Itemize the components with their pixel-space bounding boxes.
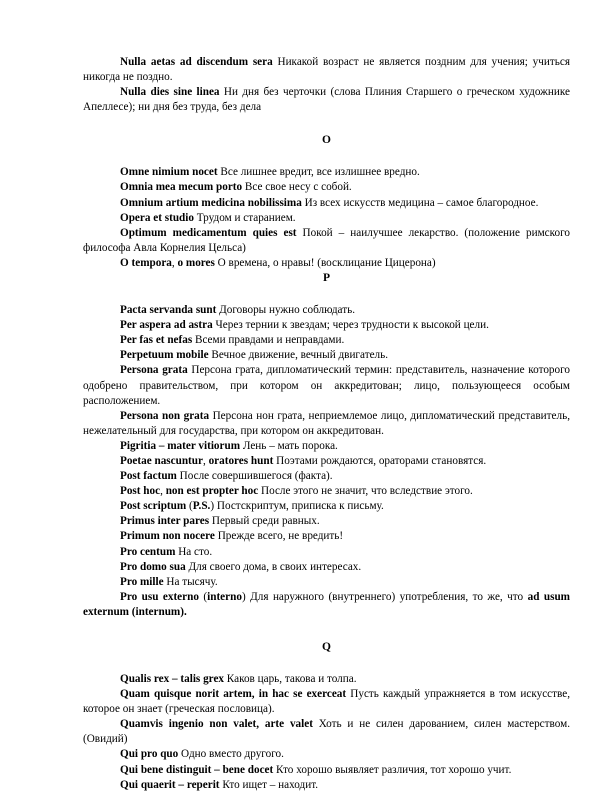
latin-phrase-2: interno [207, 590, 242, 603]
entry-primum-non-nocere [83, 529, 570, 544]
translation: Всеми правдами и неправдами. [192, 334, 345, 347]
latin-phrase: Qualis rex – talis grex [120, 673, 224, 685]
translation: Пусть каждый упражняется в том искусстве, которое он знает (греческая пословица). [83, 688, 570, 716]
separator: , [160, 485, 166, 498]
latin-phrase: Primus inter pares [120, 515, 210, 528]
translation: Лень – мать порока. [240, 439, 338, 452]
translation: Постскриптум, приписка к письму. [214, 500, 384, 513]
entry-perpetuum-mobile [83, 348, 570, 363]
separator-2: ) [241, 590, 246, 603]
entry-pigritia [83, 439, 570, 454]
entry-qui-quaerit [83, 778, 570, 793]
section-letter-q: Q [322, 641, 331, 653]
latin-phrase: Opera et studio [120, 211, 194, 224]
latin-phrase: Pacta servanda sunt [120, 304, 217, 317]
entry-optimum-medicamentum [83, 226, 570, 256]
latin-phrase: Qui bene distinguit – bene docet [120, 763, 274, 776]
translation: Персона грата, дипломатический термин: представитель, назначение которого одобрено правительством, при котором он аккредитован; лицо, пользующееся особым расположением. [83, 364, 570, 407]
entry-quam-quisque [83, 687, 570, 717]
latin-phrase: Perpetuum mobile [120, 349, 209, 362]
translation: На тысячу. [163, 575, 218, 588]
entry-opera-et-studio [83, 211, 570, 226]
translation: После совершившегося (факта). [176, 470, 333, 483]
translation: Вечное движение, вечный двигатель. [208, 349, 389, 362]
translation: Из всех искусств медицина – самое благородное. [301, 196, 539, 209]
entry-qui-bene-distinguit [83, 763, 570, 778]
latin-phrase: Poetae nascuntur [120, 454, 203, 467]
separator: ( [186, 500, 193, 513]
latin-phrase: Primum non nocere [120, 530, 215, 543]
separator-2: ) [210, 500, 215, 513]
latin-phrase: Omne nimium nocet [120, 166, 218, 179]
latin-phrase: O tempora [120, 256, 172, 269]
translation: О времена, о нравы! (восклицание Цицерона) [214, 256, 436, 269]
entry-pro-domo-sua [83, 560, 570, 575]
latin-phrase: Nulla dies sine linea [120, 86, 220, 99]
separator: , [171, 256, 178, 269]
latin-phrase: Quamvis ingenio non valet, arte valet [120, 718, 313, 731]
translation: Никакой возраст не является поздним для учения; учиться никогда не поздно. [83, 56, 570, 84]
translation: Хоть и не силен дарованием, силен мастерством. (Овидий) [83, 718, 570, 746]
latin-phrase: Omnium artium medicina nobilissima [120, 196, 302, 209]
translation: Каков царь, такова и толпа. [224, 673, 357, 685]
entry-pro-mille [83, 575, 570, 590]
entry-primus-inter-pares [83, 514, 570, 529]
translation: Договоры нужно соблюдать. [216, 304, 356, 317]
entry-omnium-artium [83, 196, 570, 211]
translation: Кто ищет – находит. [219, 778, 319, 791]
separator: , [202, 454, 209, 467]
latin-phrase: Quam quisque norit artem, in hac se exerceat [120, 688, 347, 701]
latin-phrase-3: ad usum externum (internum). [83, 590, 570, 618]
document-body [83, 55, 570, 793]
latin-phrase: Nulla aetas ad discendum sera [120, 56, 273, 68]
latin-phrase: Post scriptum [120, 500, 187, 513]
translation: Все лишнее вредит, все излишнее вредно. [217, 166, 420, 179]
latin-phrase: Omnia mea mecum porto [120, 181, 243, 194]
entry-post-factum [83, 469, 570, 484]
translation: Первый среди равных. [209, 515, 320, 528]
translation: Ни дня без черточки (слова Плиния Старшего о греческом художнике Апеллесе); ни дня без труда, без дела [83, 86, 570, 114]
translation: Покой – наилучшее лекарство. (положение римского философа Авла Корнелия Цельса) [83, 226, 570, 254]
entry-pacta-servanda [83, 303, 570, 318]
translation: Поэтами рождаются, ораторами становятся. [273, 454, 487, 467]
entry-per-aspera [83, 318, 570, 333]
latin-phrase: Post factum [120, 470, 177, 483]
entry-post-hoc [83, 484, 570, 499]
entry-pro-usu-externo [83, 590, 570, 620]
entry-nulla-dies [83, 85, 570, 115]
entry-qualis-rex [83, 672, 570, 687]
entry-omne-nimium [83, 165, 570, 180]
entry-quamvis-ingenio [83, 717, 570, 747]
translation: Для своего дома, в своих интересах. [185, 560, 362, 573]
translation: Персона нон грата, неприемлемое лицо, дипломатический представитель, нежелательный для государства, при котором он аккредитован. [83, 409, 570, 437]
latin-phrase: Optimum medicamentum quies est [120, 226, 297, 239]
section-letter-p: P [322, 272, 331, 285]
entry-nulla-aetas [83, 55, 570, 85]
translation: Для наружного (внутреннего) употребления, то же, что [245, 590, 528, 603]
latin-phrase-2: oratores hunt [208, 454, 274, 467]
entry-persona-non-grata [83, 409, 570, 439]
translation: Прежде всего, не вредить! [214, 530, 344, 543]
latin-phrase: Persona grata [120, 364, 188, 377]
latin-phrase: Pro domo sua [120, 560, 186, 573]
latin-phrase-2: o mores [177, 256, 215, 269]
translation: Трудом и старанием. [193, 211, 296, 224]
entry-omnia-mea [83, 180, 570, 195]
latin-phrase: Qui pro quo [120, 748, 179, 761]
latin-phrase-2: P.S. [192, 500, 211, 513]
entry-post-scriptum [83, 499, 570, 514]
latin-phrase: Pro mille [120, 575, 164, 588]
translation: Кто хорошо выявляет различия, тот хорошо учит. [273, 763, 512, 776]
latin-phrase: Persona non grata [120, 409, 210, 422]
entry-poetae-nascuntur [83, 454, 570, 469]
latin-phrase: Post hoc [120, 485, 161, 498]
translation: На сто. [175, 545, 213, 558]
entry-per-fas [83, 333, 570, 348]
latin-phrase: Pro centum [120, 545, 176, 558]
latin-phrase-2: non est propter hoc [165, 485, 259, 498]
latin-phrase: Per fas et nefas [120, 334, 193, 347]
translation: Все свое несу с собой. [242, 181, 352, 194]
translation: После этого не значит, что вследствие этого. [258, 485, 473, 498]
translation: Через тернии к звездам; через трудности к высокой цели. [212, 319, 489, 332]
translation: Одно вместо другого. [178, 748, 284, 761]
entry-pro-centum [83, 545, 570, 560]
latin-phrase: Pro usu externo [120, 590, 199, 603]
separator: ( [198, 590, 208, 603]
latin-phrase: Qui quaerit – reperit [120, 778, 220, 791]
entry-o-tempora [83, 256, 570, 271]
entry-persona-grata [83, 363, 570, 408]
section-letter-o: O [322, 134, 331, 147]
latin-phrase: Pigritia – mater vitiorum [120, 439, 241, 452]
latin-phrase: Per aspera ad astra [120, 319, 213, 332]
entry-qui-pro-quo [83, 747, 570, 762]
